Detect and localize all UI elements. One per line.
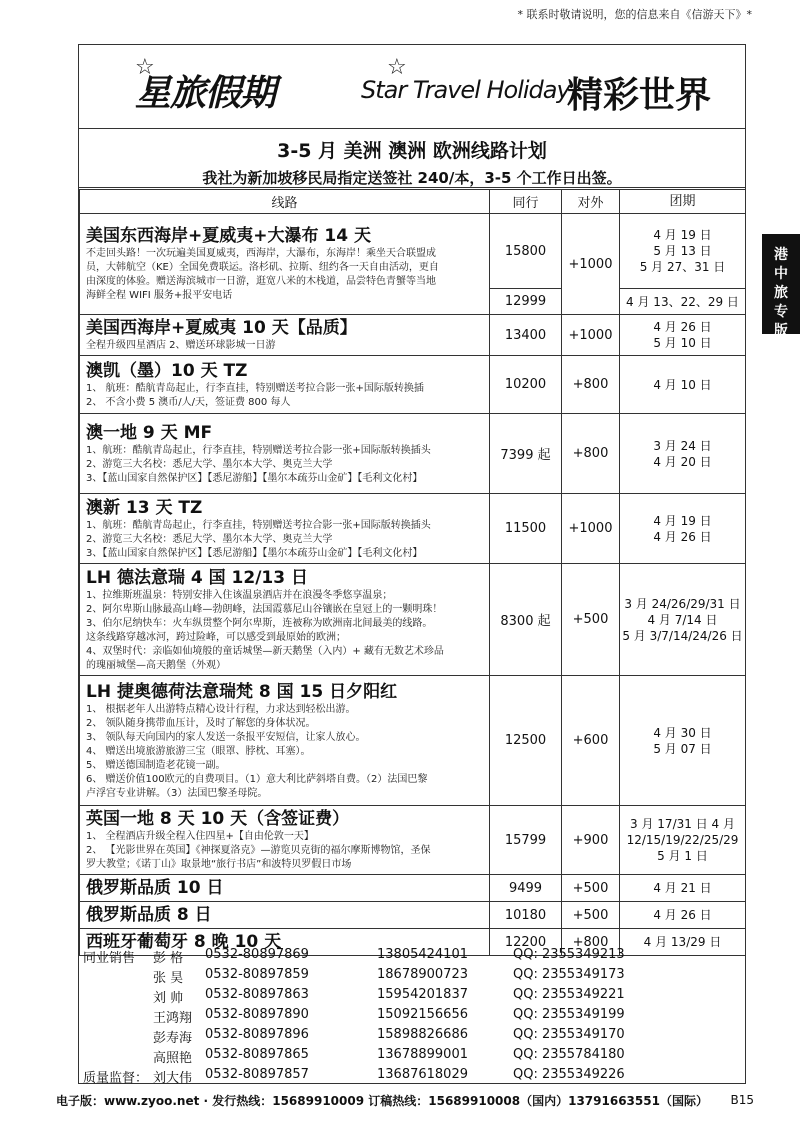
contact-name: 彭 格: [153, 951, 184, 966]
price-cell: 8300 起: [490, 564, 562, 676]
contact-mobile: 15092156656: [377, 1007, 468, 1022]
route-cell: [80, 564, 490, 676]
footer-info: 电子版：www.zyoo.net · 发行热线：15689910009 订稿热线：15689910008（国内）13791663551（国际）: [56, 1094, 708, 1108]
route-desc: 全程升级四星酒店 2、赠送环球影城一日游: [86, 340, 276, 351]
route-cell: [80, 414, 490, 494]
side-tab: 港 中 旅 专 版: [762, 234, 800, 334]
contact-name: 高照艳: [153, 1051, 193, 1066]
route-cell: [80, 902, 490, 929]
route-title: 西班牙葡萄牙 8 晚 10 天: [86, 932, 282, 952]
route-desc: 1、 全程酒店升级全程入住四星+【自由伦敦一天】 2、 【光影世界在英国】《神探夏洛克》—游览贝克街的福尔摩斯博物馆，圣保 罗大教堂；《诺丁山》取景地“旅行书店”和波特贝罗假日市场: [86, 831, 431, 870]
route-table: [79, 189, 746, 956]
top-note: * 联系时敬请说明，您的信息来自《信游天下》*: [517, 8, 752, 21]
route-title: 美国东西海岸+夏威夷+大瀑布 14 天: [86, 226, 371, 246]
page-frame: [78, 44, 746, 1084]
contact-row: [79, 985, 745, 1005]
route-cell: [80, 806, 490, 875]
extra-cell: +800: [562, 929, 620, 956]
star-icon: ☆: [387, 55, 407, 80]
table-row: [80, 676, 746, 806]
page-number: B15: [730, 1093, 754, 1107]
table-row: [80, 315, 746, 356]
extra-cell: +500: [562, 564, 620, 676]
dates-cell: 4 月 26 日 5 月 10 日: [620, 315, 746, 356]
dates-cell: 3 月 17/31 日 4 月 12/15/19/22/25/29 5 月 1 日: [620, 806, 746, 875]
price-cell: 12500: [490, 676, 562, 806]
price-cell: 7399 起: [490, 414, 562, 494]
route-title: 澳凯（墨）10 天 TZ: [86, 360, 248, 381]
route-cell: [80, 214, 490, 315]
route-title: 英国一地 8 天 10 天（含签证费）: [86, 809, 350, 829]
extra-cell: +600: [562, 676, 620, 806]
contact-list: [79, 945, 745, 1085]
contact-phone: 0532-80897896: [205, 1027, 309, 1042]
extra-cell: +1000: [562, 214, 620, 315]
route-desc: 1、航班：酷航青岛起止，行李直挂，特别赠送考拉合影一张+国际版转换插头 2、游览三大名校：悉尼大学、墨尔本大学、奥克兰大学 3、【蓝山国家自然保护区】【悉尼游船】【墨尔本疏芬山金矿】【毛利文化村】: [86, 519, 431, 559]
route-title: LH 捷奥德荷法意瑞梵 8 国 15 日夕阳红: [86, 681, 398, 702]
dates-cell: 4 月 19 日 4 月 26 日: [620, 494, 746, 564]
contact-row: [79, 1005, 745, 1025]
price-cell: 9499: [490, 875, 562, 902]
contact-qq: QQ: 2355784180: [513, 1047, 625, 1062]
contact-name: 彭寿海: [153, 1031, 193, 1046]
table-row: [80, 214, 746, 289]
contact-row: [79, 1045, 745, 1065]
table-row: [80, 414, 746, 494]
contact-phone: 0532-80897865: [205, 1047, 309, 1062]
extra-cell: +500: [562, 902, 620, 929]
price-cell: 15799: [490, 806, 562, 875]
contact-qq: QQ: 2355349199: [513, 1007, 625, 1022]
dates-cell: 4 月 10 日: [620, 356, 746, 414]
contact-phone: 0532-80897890: [205, 1007, 309, 1022]
extra-cell: +500: [562, 875, 620, 902]
table-row: [80, 875, 746, 902]
contact-mobile: 18678900723: [377, 967, 468, 982]
extra-cell: +800: [562, 414, 620, 494]
page-title: 3-5 月 美洲 澳洲 欧洲线路计划: [277, 140, 547, 162]
route-title: 澳新 13 天 TZ: [86, 497, 203, 518]
contact-mobile: 15954201837: [377, 987, 468, 1002]
route-desc: 1、 航班：酷航青岛起止，行李直挂，特别赠送考拉合影一张+国际版转换插 2、 不含小费 5 澳币/人/天，签证费 800 每人: [86, 382, 424, 408]
dates-cell: 4 月 13/29 日: [620, 929, 746, 956]
contact-row: [79, 1065, 745, 1085]
brand-logo-cn: 星旅假期: [135, 73, 276, 114]
contact-name: 王鸿翔: [153, 1011, 193, 1026]
quality-label: 质量监督：: [83, 1071, 149, 1086]
extra-cell: +1000: [562, 315, 620, 356]
contact-name: 刘大伟: [153, 1071, 193, 1086]
price-cell: 10200: [490, 356, 562, 414]
price-cell: 10180: [490, 902, 562, 929]
col-header-extra: 对外: [562, 190, 620, 214]
extra-cell: +800: [562, 356, 620, 414]
route-desc: 1、拉维斯班温泉：特别安排入住该温泉酒店并在浪漫冬季悠享温泉； 2、阿尔卑斯山脉最高山峰—勃朗峰，法国霞慕尼山谷镶嵌在皇冠上的一颗明珠！ 3、伯尔尼纳快车：火车纵贯整个阿尔卑斯，连被称为欧洲南北间最美的线路。 这条线路穿越冰河，跨过险峰，可以感受到最原始的欧洲； 4、双堡时代：亲临如仙境般的童话城堡—新天鹅堡（入内）+ 藏有无数艺术珍品 的瑰丽城堡—高天鹅堡（外观）: [86, 589, 444, 671]
page-subtitle: 我社为新加坡移民局指定送签社 240/本，3-5 个工作日出签。: [202, 169, 622, 187]
price-cell: 11500: [490, 494, 562, 564]
contact-qq: QQ: 2355349173: [513, 967, 625, 982]
route-cell: [80, 676, 490, 806]
contact-qq: QQ: 2355349170: [513, 1027, 625, 1042]
contact-mobile: 13687618029: [377, 1067, 468, 1082]
table-row: [80, 564, 746, 676]
price-cell: 12999: [490, 289, 562, 315]
route-cell: [80, 356, 490, 414]
route-cell: [80, 494, 490, 564]
dates-cell: 4 月 30 日 5 月 07 日: [620, 676, 746, 806]
contact-mobile: 13678899001: [377, 1047, 468, 1062]
sales-label: 同业销售: [83, 951, 136, 966]
price-cell: 12200: [490, 929, 562, 956]
price-cell: 13400: [490, 315, 562, 356]
contact-row: [79, 965, 745, 985]
route-cell: [80, 315, 490, 356]
contact-mobile: 15898826686: [377, 1027, 468, 1042]
route-title: 美国西海岸+夏威夷 10 天【品质】: [86, 318, 357, 338]
route-title: 澳一地 9 天 MF: [86, 422, 213, 443]
dates-cell: 3 月 24 日 4 月 20 日: [620, 414, 746, 494]
star-icon: ☆: [135, 55, 155, 80]
route-title: 俄罗斯品质 10 日: [86, 878, 224, 898]
extra-cell: +1000: [562, 494, 620, 564]
dates-cell: 4 月 26 日: [620, 902, 746, 929]
contact-mobile: 13805424101: [377, 947, 468, 962]
table-row: [80, 356, 746, 414]
price-cell: 15800: [490, 214, 562, 289]
route-title: 俄罗斯品质 8 日: [86, 905, 212, 925]
contact-phone: 0532-80897857: [205, 1067, 309, 1082]
col-header-route: 线路: [80, 190, 490, 214]
table-row: [80, 902, 746, 929]
contact-row: [79, 945, 745, 965]
route-desc: 1、航班：酷航青岛起止，行李直挂，特别赠送考拉合影一张+国际版转换插头 2、游览三大名校：悉尼大学、墨尔本大学、奥克兰大学 3、【蓝山国家自然保护区】【悉尼游船】【墨尔本疏芬山金矿】【毛利文化村】: [86, 444, 431, 484]
contact-name: 刘 帅: [153, 991, 184, 1006]
route-desc: 1、 根据老年人出游特点精心设计行程，力求达到轻松出游。 2、 领队随身携带血压计，及时了解您的身体状况。 3、 领队每天向国内的家人发送一条报平安短信，让家人放心。 4、 赠送出境旅游旅游三宝（眼罩、脖枕、耳塞）。 5、 赠送德国制造老花镜一副。 6、 赠送价值100欧元的自费项目。（1）意大利比萨斜塔自费。（2）法国巴黎 卢浮宫专业讲解。（3）法国巴黎圣母院。: [86, 703, 428, 799]
contact-qq: QQ: 2355349221: [513, 987, 625, 1002]
col-header-dates: 团期: [620, 190, 746, 214]
brand-slogan: 精彩世界: [567, 74, 712, 116]
dates-cell: 4 月 13、22、29 日: [620, 289, 746, 315]
contact-qq: QQ: 2355349213: [513, 947, 625, 962]
route-title: LH 德法意瑞 4 国 12/13 日: [86, 567, 309, 588]
extra-cell: +900: [562, 806, 620, 875]
col-header-price: 同行: [490, 190, 562, 214]
brand-header: [79, 45, 745, 129]
contact-phone: 0532-80897863: [205, 987, 309, 1002]
table-row: [80, 494, 746, 564]
contact-qq: QQ: 2355349226: [513, 1067, 625, 1082]
contact-name: 张 昊: [153, 971, 184, 986]
title-bar: [79, 130, 745, 188]
contact-row: [79, 1025, 745, 1045]
dates-cell: 4 月 19 日 5 月 13 日 5 月 27、31 日: [620, 214, 746, 289]
route-cell: [80, 875, 490, 902]
route-desc: 不走回头路！一次玩遍美国夏威夷，西海岸，大瀑布，东海岸！乘坐天合联盟成 员，大韩航空（KE）全国免费联运。洛杉矶、拉斯、纽约各一天自由活动，更自 由深度的体验。赠送海滨城市一日游，逛宽八米的木栈道，品尝特色青蟹等当地 海鲜全程 WIFI 服务+报平安电话: [86, 248, 439, 301]
dates-cell: 3 月 24/26/29/31 日 4 月 7/14 日 5 月 3/7/14/24/26 日: [620, 564, 746, 676]
contact-phone: 0532-80897859: [205, 967, 309, 982]
contact-phone: 0532-80897869: [205, 947, 309, 962]
table-header-row: [80, 190, 746, 214]
brand-logo-en: Star Travel Holiday: [361, 76, 570, 104]
dates-cell: 4 月 21 日: [620, 875, 746, 902]
table-row: [80, 806, 746, 875]
